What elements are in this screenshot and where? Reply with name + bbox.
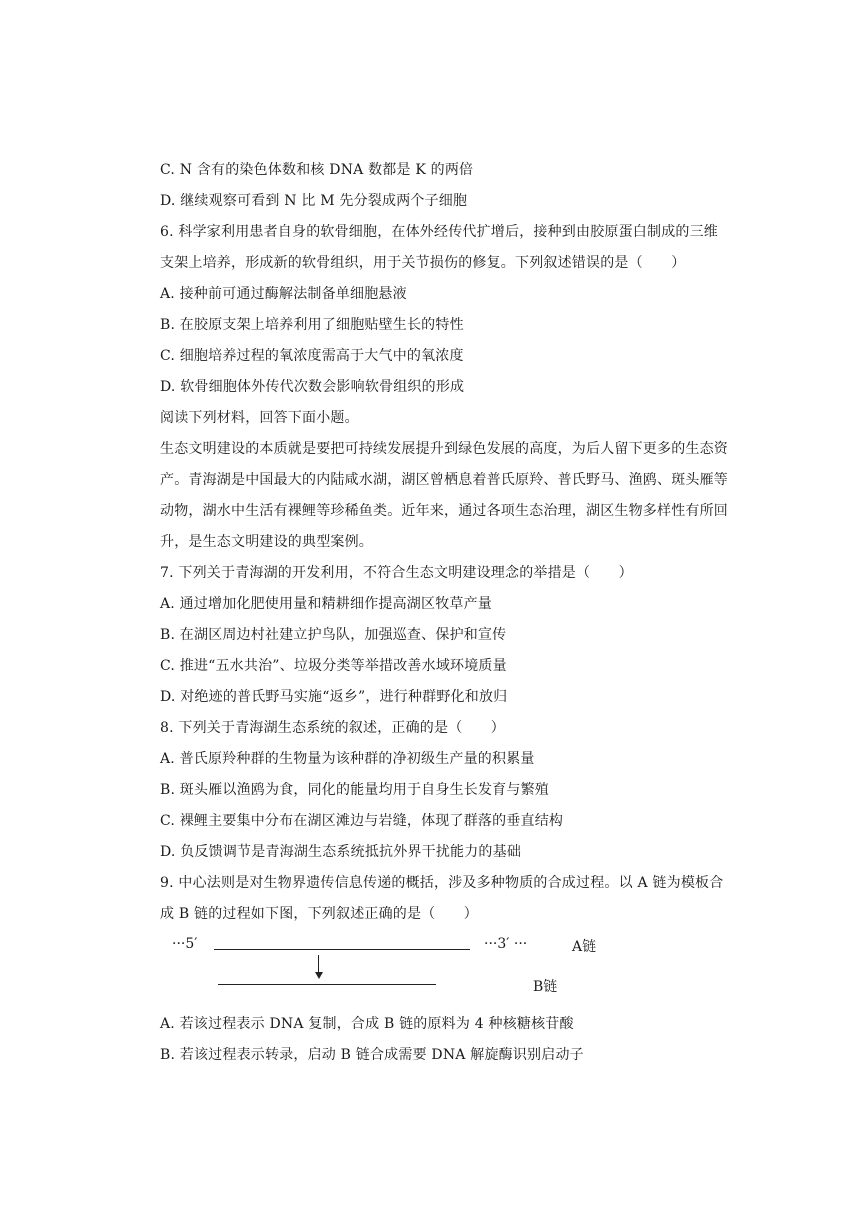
q7-option-b: B. 在湖区周边村社建立护鸟队，加强巡查、保护和宣传	[160, 627, 507, 643]
q6-option-a: A. 接种前可通过酶解法制备单细胞悬液	[160, 286, 407, 302]
chain-b-label: B链	[533, 979, 558, 995]
q7-stem: 7. 下列关于青海湖的开发利用，不符合生态文明建设理念的举措是（ ）	[160, 565, 633, 581]
three-prime-end-label: ···3′ ···	[484, 936, 528, 952]
q7-option-c: C. 推进“五水共治”、垃圾分类等举措改善水域环境质量	[160, 658, 507, 674]
q8-option-d: D. 负反馈调节是青海湖生态系统抵抗外界干扰能力的基础	[160, 844, 522, 860]
q8-option-a: A. 普氏原羚种群的生物量为该种群的净初级生产量的积累量	[160, 751, 535, 767]
reading-material-line1: 生态文明建设的本质就是要把可持续发展提升到绿色发展的高度，为后人留下更多的生态资	[160, 441, 728, 457]
q6-stem-line1: 6. 科学家利用患者自身的软骨细胞，在体外经传代扩增后，接种到由胶原蛋白制成的三维	[160, 224, 719, 240]
q6-stem-line2: 支架上培养，形成新的软骨组织，用于关节损伤的修复。下列叙述错误的是（ ）	[160, 255, 686, 271]
q9-option-b: B. 若该过程表示转录，启动 B 链合成需要 DNA 解旋酶识别启动子	[160, 1047, 584, 1063]
q6-option-d: D. 软骨细胞体外传代次数会影响软骨组织的形成	[160, 379, 465, 395]
q8-option-c: C. 裸鲤主要集中分布在湖区滩边与岩缝，体现了群落的垂直结构	[160, 813, 564, 829]
replication-diagram	[160, 928, 620, 998]
q6-option-c: C. 细胞培养过程的氧浓度需高于大气中的氧浓度	[160, 348, 464, 364]
q7-option-d: D. 对绝迹的普氏野马实施“返乡”，进行种群野化和放归	[160, 689, 508, 705]
q8-stem: 8. 下列关于青海湖生态系统的叙述，正确的是（ ）	[160, 720, 506, 736]
reading-material-line3: 动物，湖水中生活有裸鲤等珍稀鱼类。近年来，通过各项生态治理，湖区生物多样性有所回	[160, 503, 728, 519]
q5-option-d: D. 继续观察可看到 N 比 M 先分裂成两个子细胞	[160, 193, 468, 209]
chain-a-label: A链	[572, 939, 597, 955]
q9-option-a: A. 若该过程表示 DNA 复制，合成 B 链的原料为 4 种核糖核苷酸	[160, 1016, 574, 1032]
q9-stem-line2: 成 B 链的过程如下图，下列叙述正确的是（ ）	[160, 906, 478, 922]
reading-intro: 阅读下列材料，回答下面小题。	[160, 410, 359, 426]
five-prime-end-label: ···5′	[172, 936, 198, 952]
reading-material-line2: 产。青海湖是中国最大的内陆咸水湖，湖区曾栖息着普氏原羚、普氏野马、渔鸥、斑头雁等	[160, 472, 728, 488]
arrow-head-icon	[315, 972, 323, 979]
reading-material-line4: 升，是生态文明建设的典型案例。	[160, 534, 373, 550]
synthesis-arrow	[318, 955, 319, 972]
q6-option-b: B. 在胶原支架上培养利用了细胞贴壁生长的特性	[160, 317, 464, 333]
q5-option-c: C. N 含有的染色体数和核 DNA 数都是 K 的两倍	[160, 162, 474, 178]
q9-stem-line1: 9. 中心法则是对生物界遗传信息传递的概括，涉及多种物质的合成过程。以 A 链为模板合	[160, 875, 724, 891]
chain-b-strand	[218, 984, 436, 985]
chain-a-strand	[214, 949, 470, 950]
q7-option-a: A. 通过增加化肥使用量和精耕细作提高湖区牧草产量	[160, 596, 493, 612]
q8-option-b: B. 斑头雁以渔鸥为食，同化的能量均用于自身生长发育与繁殖	[160, 782, 549, 798]
